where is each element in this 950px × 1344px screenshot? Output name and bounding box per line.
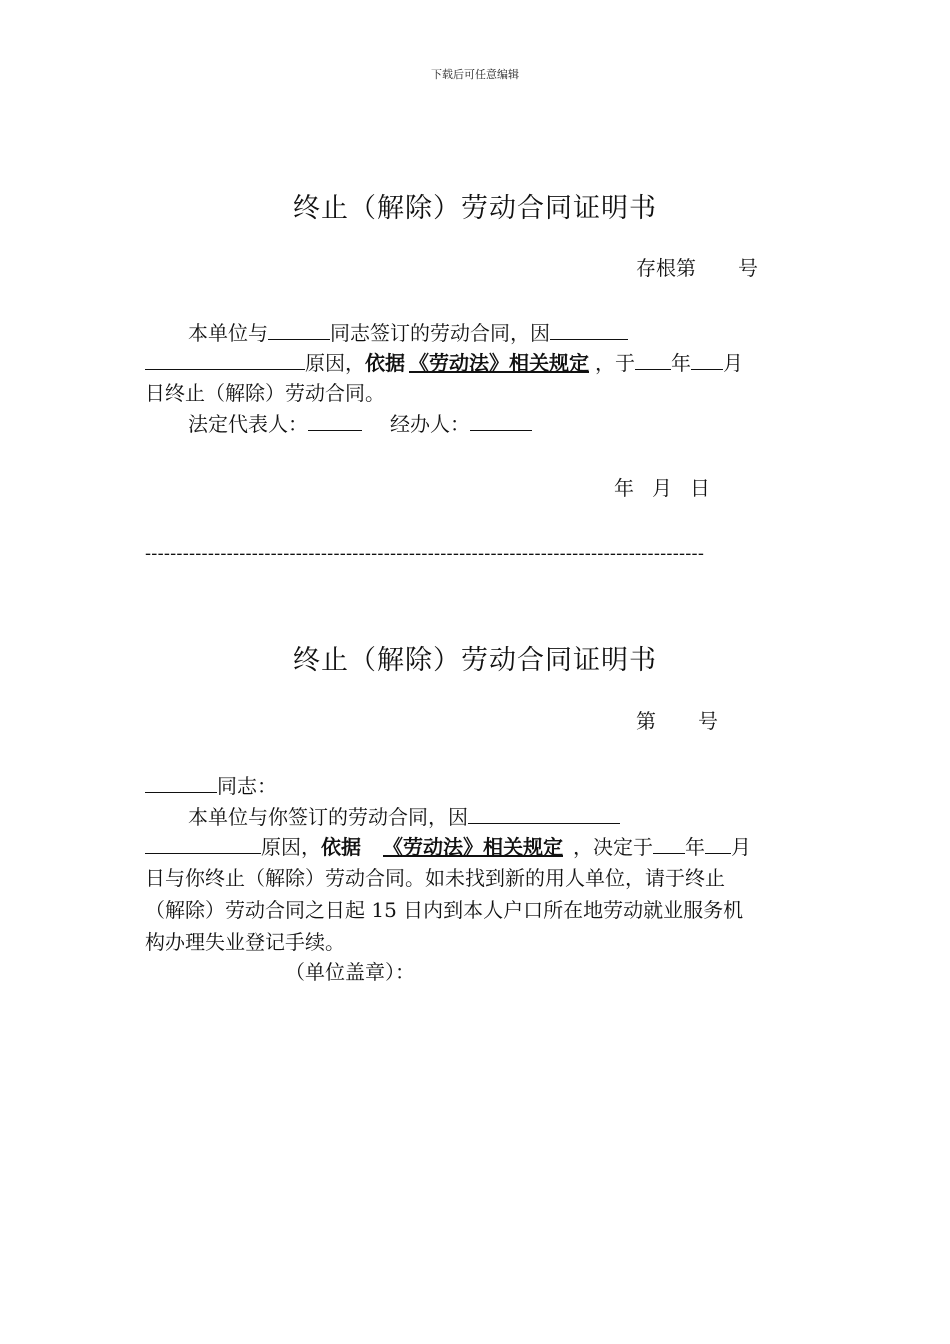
stub-number-prefix: 存根第: [636, 256, 696, 280]
certificate-year-label: 年: [685, 835, 705, 859]
stub-date-day: 日: [690, 476, 710, 500]
certificate-p1-text: 本单位与你签订的劳动合同，因: [188, 805, 468, 829]
stub-number-suffix: 号: [738, 256, 758, 280]
certificate-labor-law-reference: 《劳动法》相关规定: [383, 835, 563, 859]
name-blank[interactable]: [268, 319, 330, 340]
certificate-reason-blank-continued[interactable]: [145, 833, 261, 854]
handler-blank[interactable]: [470, 410, 532, 431]
stub-date-line: [614, 474, 710, 502]
recipient-name-blank[interactable]: [145, 772, 217, 793]
certificate-paragraph-line-3: 日与你终止（解除）劳动合同。如未找到新的用人单位，请于终止: [145, 866, 725, 890]
unit-seal-label: （单位盖章）：: [285, 960, 415, 984]
certificate-number-prefix: 第: [636, 709, 656, 733]
stub-signature-line: [188, 410, 532, 438]
certificate-p2-text-a: 原因，: [261, 835, 321, 859]
stub-paragraph-line-1: [188, 319, 628, 347]
stub-paragraph-line-2: [145, 349, 743, 377]
certificate-paragraph-line-4: （解除）劳动合同之日起 15 日内到本人户口所在地劳动就业服务机: [145, 898, 744, 922]
certificate-number-suffix: 号: [698, 709, 718, 733]
stub-month-label: 月: [723, 351, 743, 375]
certificate-paragraph-line-1: [188, 803, 620, 831]
certificate-paragraph-line-5: 构办理失业登记手续。: [145, 930, 345, 954]
stub-year-label: 年: [671, 351, 691, 375]
cut-separator-line: -----------------------------------------------------------------------------------------: [145, 543, 705, 564]
stub-basis-label: 依据: [365, 351, 405, 375]
reason-blank[interactable]: [550, 319, 628, 340]
certificate-number-line: [636, 707, 718, 735]
certificate-p2-text-b: ，决定于: [573, 835, 653, 859]
salutation-text: 同志：: [217, 774, 277, 798]
certificate-paragraph-line-2: [145, 833, 751, 861]
handler-label: 经办人：: [390, 412, 470, 436]
stub-number-line: [636, 254, 758, 282]
stub-paragraph-line-3: 日终止（解除）劳动合同。: [145, 381, 385, 405]
certificate-basis-label: 依据: [321, 835, 361, 859]
legal-representative-label: 法定代表人：: [188, 412, 308, 436]
salutation-line: [145, 772, 277, 800]
certificate-title-stub: 终止（解除）劳动合同证明书: [293, 193, 657, 224]
stub-labor-law-reference: 《劳动法》相关规定: [409, 351, 589, 375]
certificate-title: 终止（解除）劳动合同证明书: [293, 645, 657, 676]
header-note: 下载后可任意编辑: [431, 68, 519, 81]
certificate-reason-blank[interactable]: [468, 803, 620, 824]
stub-p2-text-b: ，于: [595, 351, 635, 375]
stub-p1-text-a: 本单位与: [188, 321, 268, 345]
stub-p1-text-b: 同志签订的劳动合同，因: [330, 321, 550, 345]
certificate-month-blank[interactable]: [705, 833, 731, 854]
certificate-year-blank[interactable]: [653, 833, 685, 854]
stub-date-month: 月: [652, 476, 672, 500]
stub-date-year: 年: [614, 476, 634, 500]
stub-p2-text-a: 原因，: [305, 351, 365, 375]
year-blank[interactable]: [635, 349, 671, 370]
certificate-month-label: 月: [731, 835, 751, 859]
month-blank[interactable]: [691, 349, 723, 370]
legal-representative-blank[interactable]: [308, 410, 362, 431]
reason-blank-continued[interactable]: [145, 349, 305, 370]
